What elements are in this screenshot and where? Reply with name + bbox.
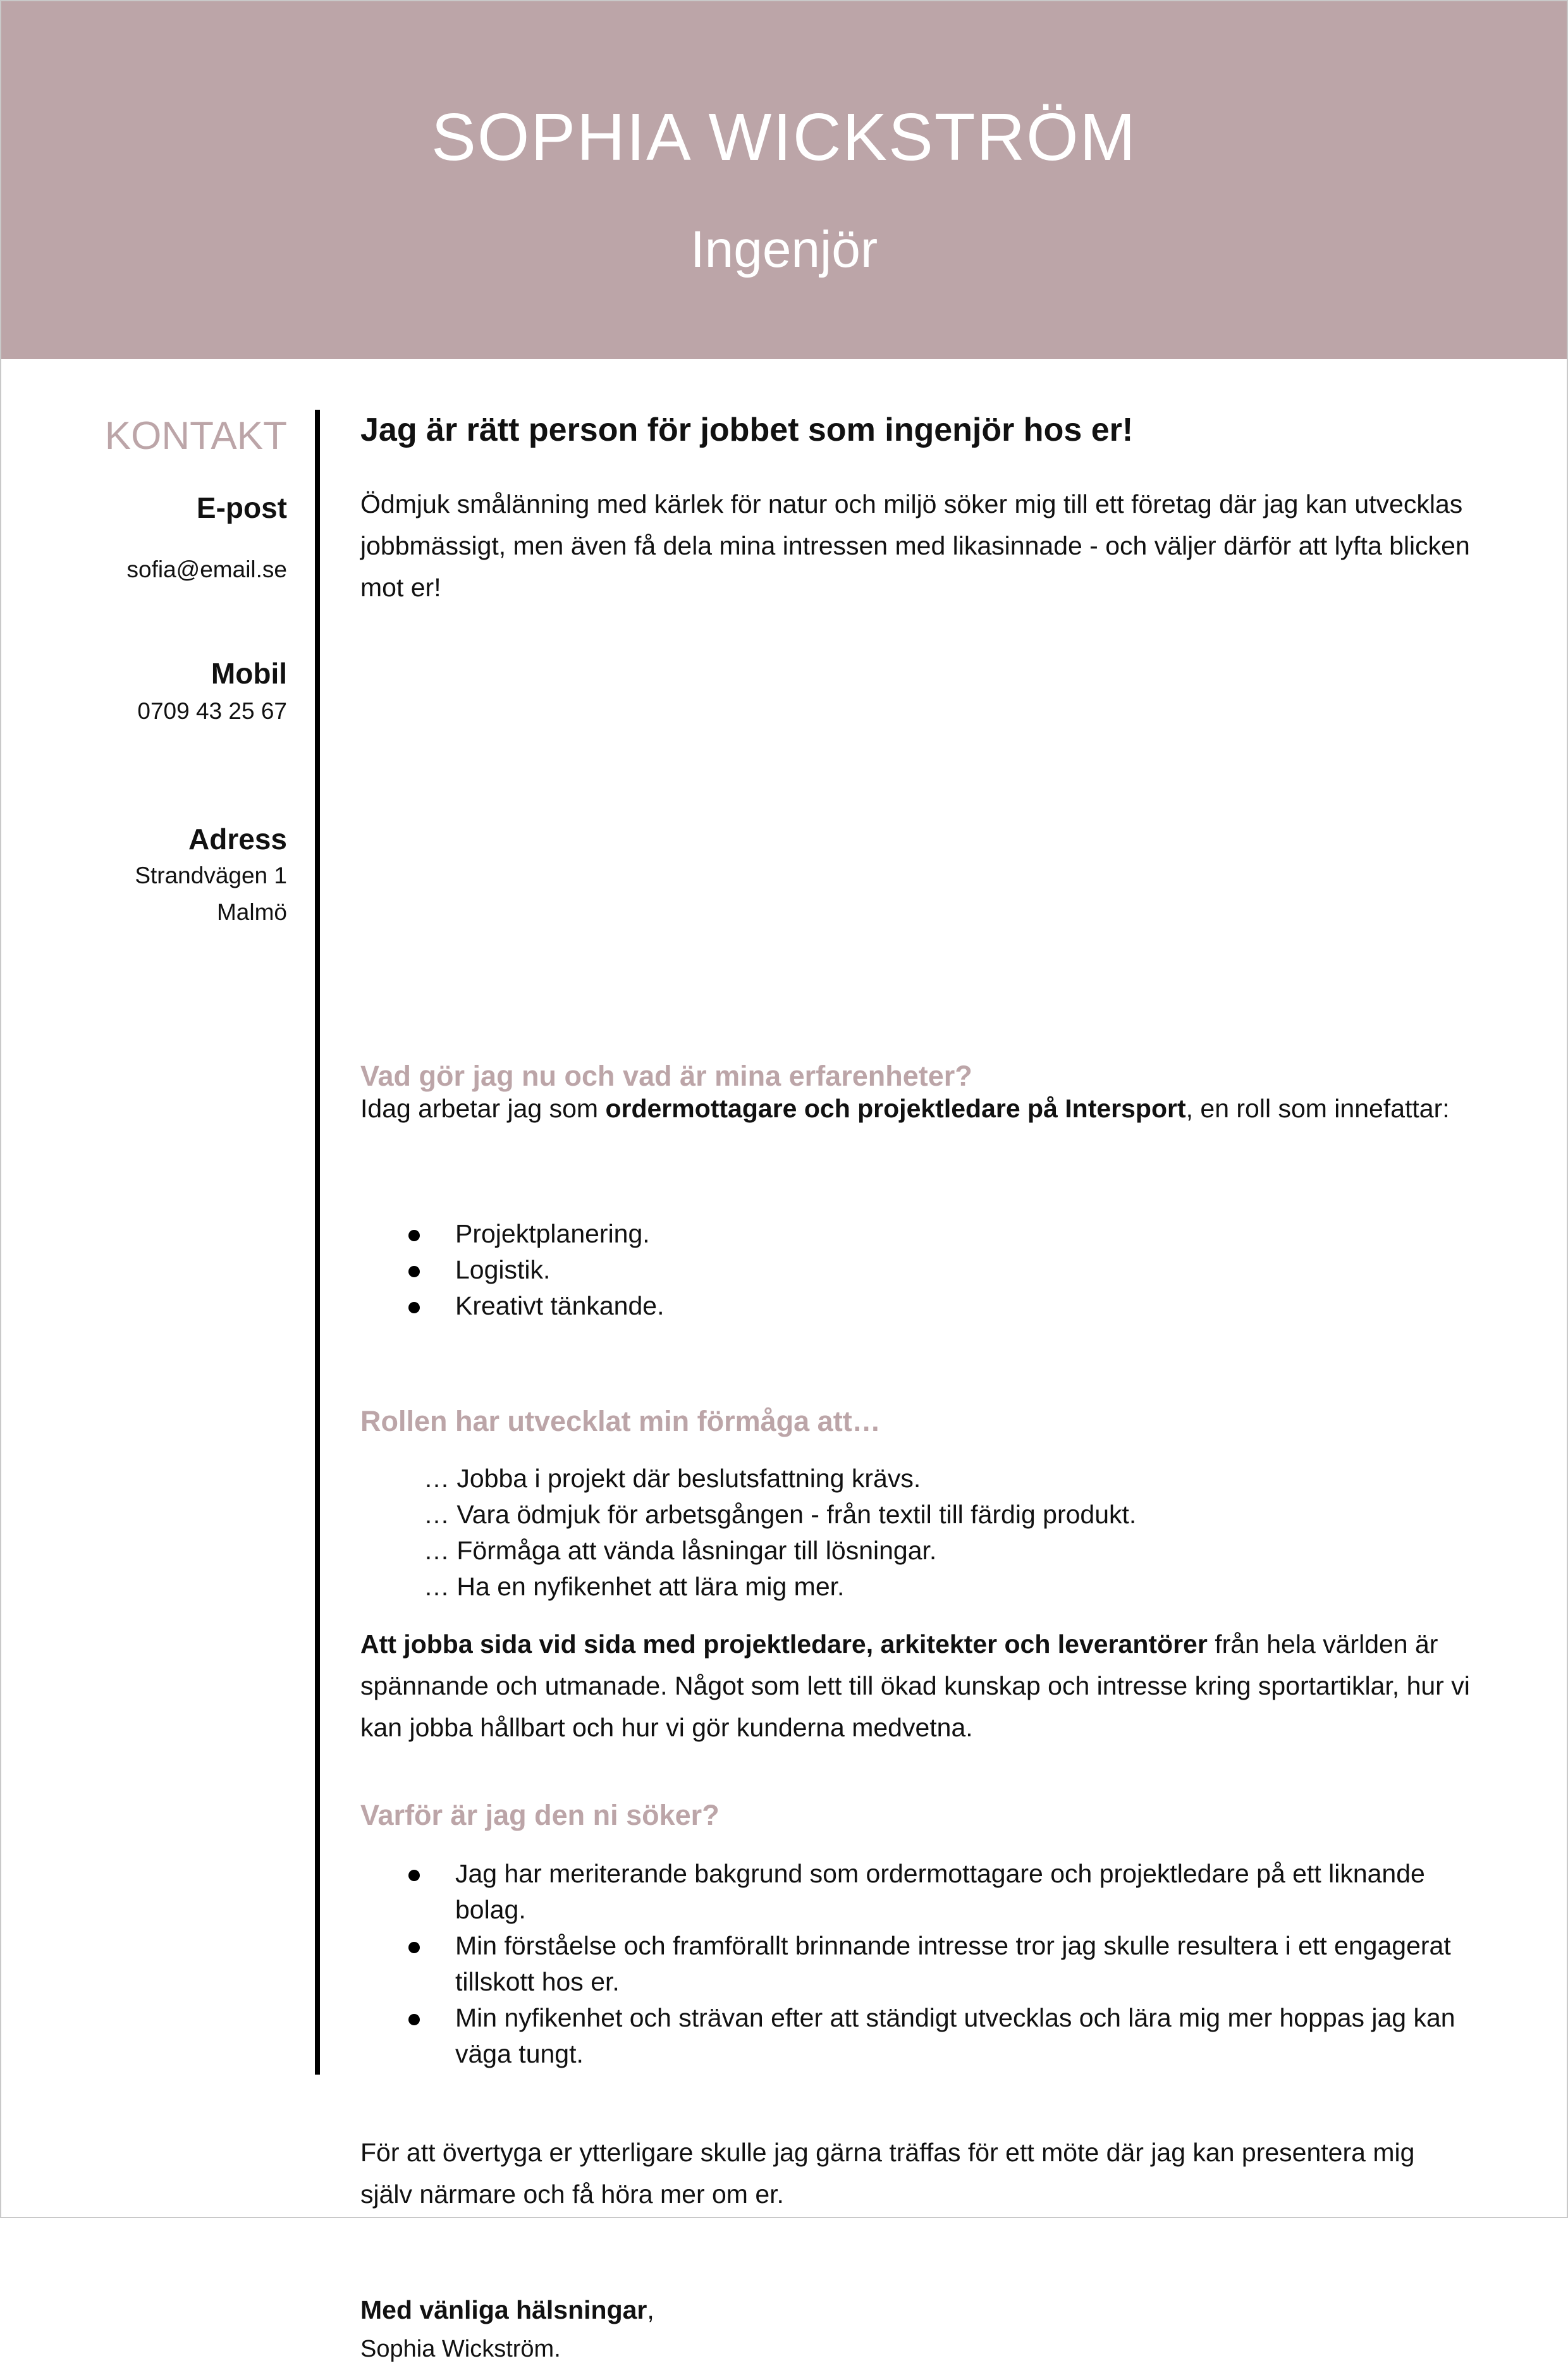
list-item: Min förståelse och framförallt brinnande intresse tror jag skulle resultera i ett engagerat tillskott hos er. (360, 1928, 1473, 2000)
current-role-bold: ordermottagare och projektledare på Intersport (605, 1094, 1186, 1123)
phone-label: Mobil (211, 657, 287, 690)
email-value: sofia@email.se (126, 556, 287, 582)
collaboration-bold: Att jobba sida vid sida med projektledare, arkitekter och leverantörer (360, 1629, 1208, 1659)
current-role-text-end: , en roll som innefattar: (1185, 1094, 1450, 1123)
email-label: E-post (196, 491, 287, 524)
collaboration-paragraph (360, 1623, 1473, 1748)
address-line-1: Strandvägen 1 (135, 862, 287, 888)
contact-heading: KONTAKT (104, 414, 287, 458)
signature: Sophia Wickström. (360, 2336, 561, 2362)
letter-headline: Jag är rätt person för jobbet som ingenjör hos er! (360, 412, 1134, 448)
list-item: Projektplanering. (360, 1216, 1473, 1252)
signoff-bold: Med vänliga hälsningar (360, 2295, 647, 2324)
bullet-icon (408, 2014, 420, 2025)
why-me-bullet-list (360, 1856, 1473, 2072)
phone-value: 0709 43 25 67 (137, 698, 287, 724)
experience-bullet-list (360, 1216, 1473, 1324)
signoff: Med vänliga hälsningar, (360, 2295, 654, 2324)
list-item: … Jobba i projekt där beslutsfattning krävs. (424, 1464, 921, 1493)
list-item: Logistik. (360, 1252, 1473, 1288)
section-heading-experience: Vad gör jag nu och vad är mina erfarenheter? (360, 1060, 972, 1092)
collaboration-text: från hela världen är spännande och utmanade. Något som lett till ökad kunskap och intresse kring sportartiklar, hur vi kan jobba hållbart och hur vi gör kunderna medvetna. (360, 1629, 1470, 1742)
current-role-text: Idag arbetar jag som (360, 1094, 606, 1123)
list-item: Min nyfikenhet och strävan efter att ständigt utvecklas och lära mig mer hoppas jag kan väga tungt. (360, 2000, 1473, 2072)
section-heading-skills: Rollen har utvecklat min förmåga att… (360, 1405, 881, 1437)
bullet-icon (408, 1230, 420, 1241)
job-title: Ingenjör (690, 221, 878, 278)
list-item: … Förmåga att vända låsningar till lösningar. (424, 1536, 937, 1565)
bullet-icon (408, 1942, 420, 1953)
intro-paragraph: Ödmjuk smålänning med kärlek för natur och miljö söker mig till ett företag där jag kan utvecklas jobbmässigt, men även få dela mina intressen med likasinnade - och väljer därför att lyfta blicken mot er! (360, 489, 1470, 602)
skills-list (360, 1461, 1136, 1605)
address-label: Adress (188, 823, 287, 856)
address-line-2: Malmö (216, 899, 287, 925)
list-item: Jag har meriterande bakgrund som ordermottagare och projektledare på ett liknande bolag. (360, 1856, 1473, 1928)
applicant-name: SOPHIA WICKSTRÖM (431, 100, 1137, 175)
bullet-icon (408, 1302, 420, 1313)
header-banner (1, 1, 1567, 359)
list-item: … Ha en nyfikenhet att lära mig mer. (424, 1572, 845, 1601)
list-item: Kreativt tänkande. (360, 1288, 1473, 1324)
vertical-divider (315, 410, 320, 2075)
current-role-paragraph (360, 1091, 1473, 1127)
bullet-icon (408, 1266, 420, 1277)
closing-paragraph: För att övertyga er ytterligare skulle jag gärna träffas för ett möte där jag kan presentera mig själv närmare och få höra mer om er. (360, 2138, 1415, 2209)
bullet-icon (408, 1870, 420, 1881)
list-item: … Vara ödmjuk för arbetsgången - från textil till färdig produkt. (424, 1500, 1137, 1529)
section-heading-why-me: Varför är jag den ni söker? (360, 1799, 720, 1831)
